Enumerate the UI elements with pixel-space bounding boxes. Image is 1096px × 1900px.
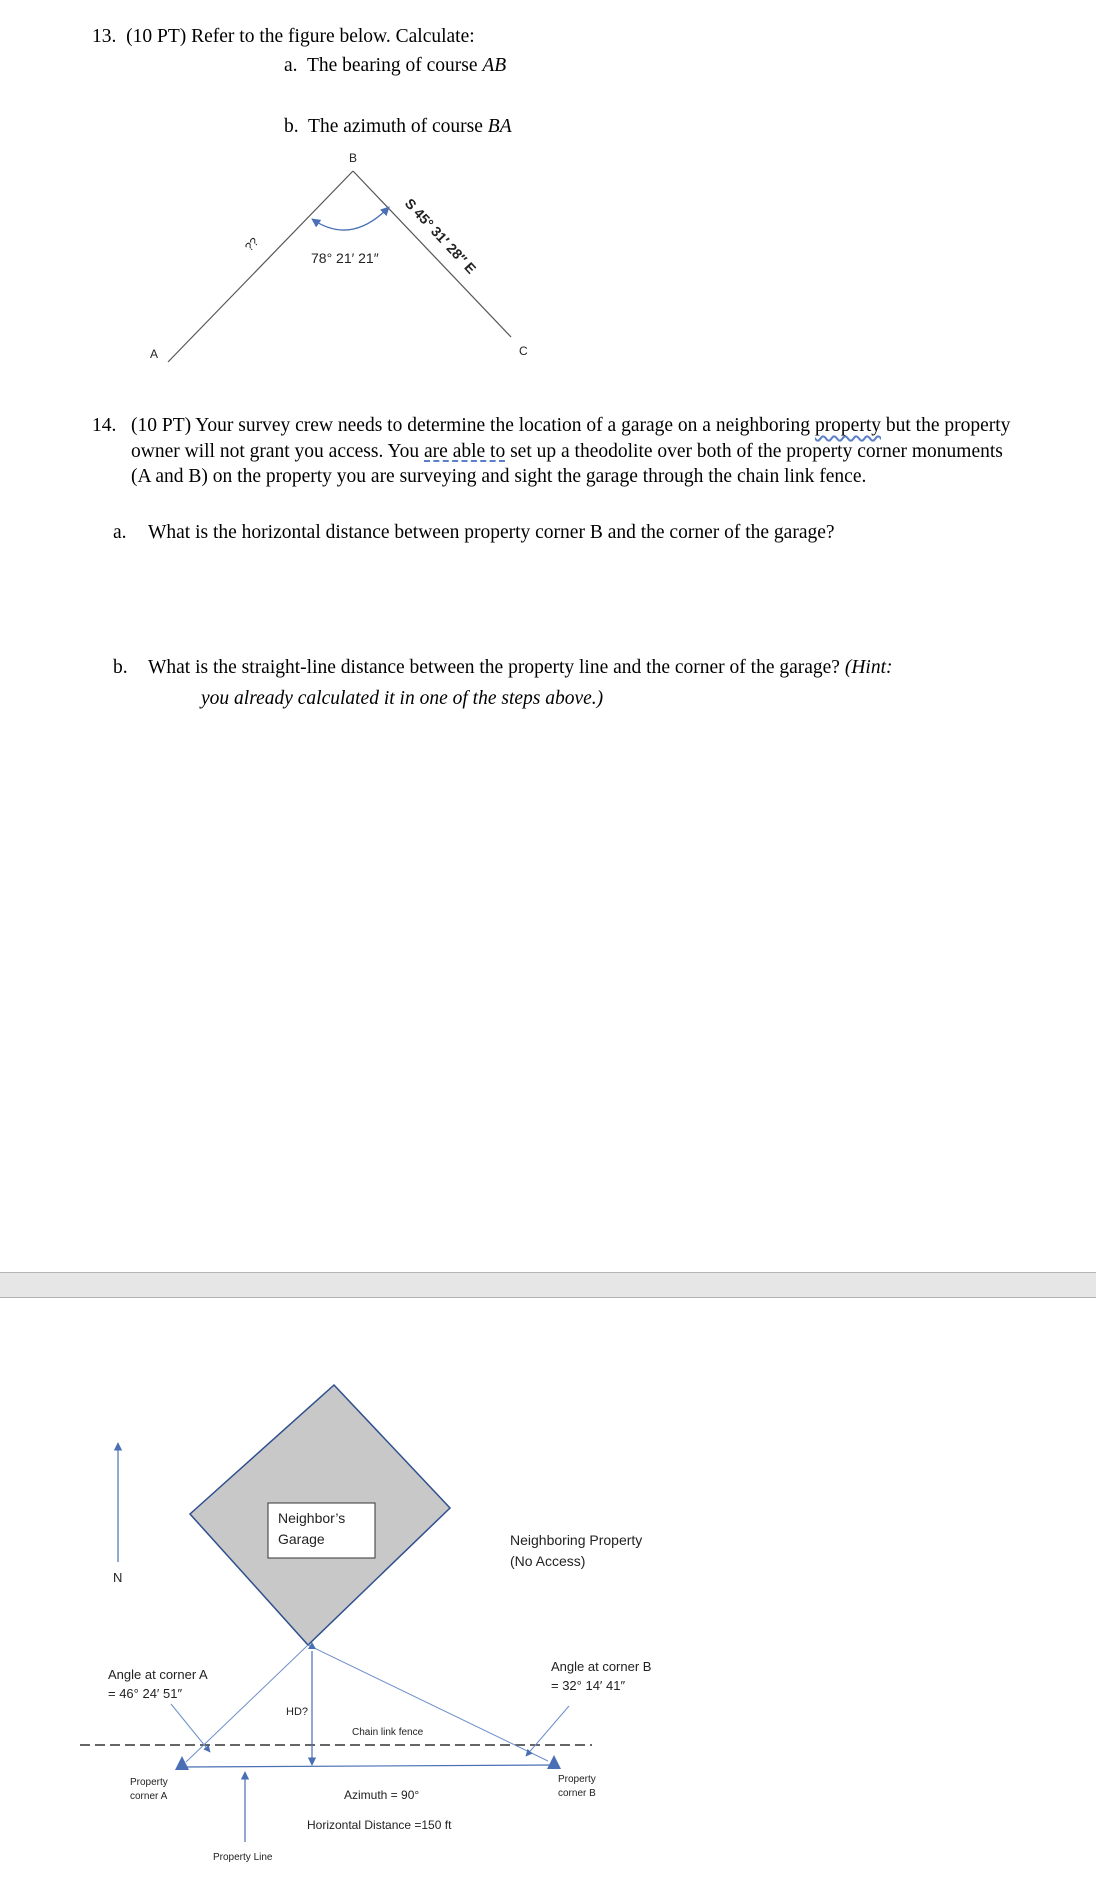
azimuth-label: Azimuth = 90° bbox=[344, 1788, 420, 1802]
property-line bbox=[182, 1765, 554, 1767]
point-a-label: A bbox=[150, 347, 159, 361]
q14-part-b-text: What is the straight-line distance between the property line and the corner of the garage? bbox=[148, 657, 840, 678]
corner-b-label-1: Property bbox=[558, 1774, 596, 1785]
corner-b-marker bbox=[547, 1755, 561, 1769]
property-line-label: Property Line bbox=[213, 1852, 273, 1863]
q14-part-b-hint-2: you already calculated it in one of the steps above.) bbox=[201, 688, 604, 709]
neighboring-label-2: (No Access) bbox=[510, 1553, 586, 1569]
horizontal-distance-label: Horizontal Distance =150 ft bbox=[307, 1818, 452, 1832]
q14-stem-1: (10 PT) Your survey crew needs to determine the location of a garage on a neighboring bbox=[131, 415, 815, 436]
angle-label: 78° 21′ 21″ bbox=[311, 250, 379, 266]
angle-a-label-2: = 46° 24′ 51″ bbox=[108, 1686, 183, 1701]
q14-part-a-marker: a. bbox=[113, 522, 127, 543]
angle-b-label-1: Angle at corner B bbox=[551, 1659, 652, 1674]
north-label: N bbox=[113, 1570, 123, 1585]
q14-number: 14. bbox=[92, 415, 117, 436]
corner-b-label-2: corner B bbox=[558, 1788, 596, 1799]
angle-b-pointer bbox=[526, 1706, 569, 1756]
garage-label-1: Neighbor’s bbox=[278, 1510, 346, 1526]
q14-part-b-marker: b. bbox=[113, 657, 128, 678]
q13-part-b-marker: b. bbox=[284, 116, 299, 137]
q13-part-b-course: BA bbox=[487, 116, 512, 137]
point-b-label: B bbox=[349, 151, 358, 165]
hd-label: HD? bbox=[286, 1706, 309, 1718]
corner-a-label-2: corner A bbox=[130, 1791, 168, 1802]
unknown-bearing-label: ?? bbox=[242, 234, 262, 255]
fence-label: Chain link fence bbox=[352, 1727, 424, 1738]
q14-stem-able: are able to bbox=[424, 440, 506, 462]
point-c-label: C bbox=[519, 344, 528, 358]
q13-number: 13. bbox=[92, 26, 117, 47]
q14-stem-3: set up a theodolite over both of the property corner monuments (A and B) on the property you are surveying and sight the garage through the chain link fence. bbox=[131, 440, 1003, 487]
q14-stem-2: but the property owner will not grant you access. You bbox=[131, 415, 1011, 462]
angle-b-label-2: = 32° 14′ 41″ bbox=[551, 1678, 626, 1693]
angle-a-label-1: Angle at corner A bbox=[108, 1667, 208, 1682]
q14-part-b-hint-1: (Hint: bbox=[844, 657, 893, 678]
q14-part-a-text: What is the horizontal distance between property corner B and the corner of the garage? bbox=[148, 522, 835, 543]
corner-a-label-1: Property bbox=[130, 1777, 168, 1788]
q14-stem-property: property bbox=[814, 415, 881, 436]
neighboring-label-1: Neighboring Property bbox=[510, 1532, 643, 1548]
corner-a-marker bbox=[175, 1756, 189, 1770]
q13-stem: (10 PT) Refer to the figure below. Calculate: bbox=[126, 26, 475, 47]
q13-part-a-marker: a. bbox=[284, 55, 298, 76]
q13-part-a-course: AB bbox=[482, 55, 507, 76]
q13-part-a-text: The bearing of course bbox=[306, 55, 483, 76]
q13-part-b-text: The azimuth of course bbox=[308, 116, 488, 137]
bearing-bc-label: S 45° 31′ 28″ E bbox=[401, 195, 480, 277]
garage-label-2: Garage bbox=[278, 1531, 325, 1547]
sight-line-b bbox=[308, 1645, 548, 1761]
